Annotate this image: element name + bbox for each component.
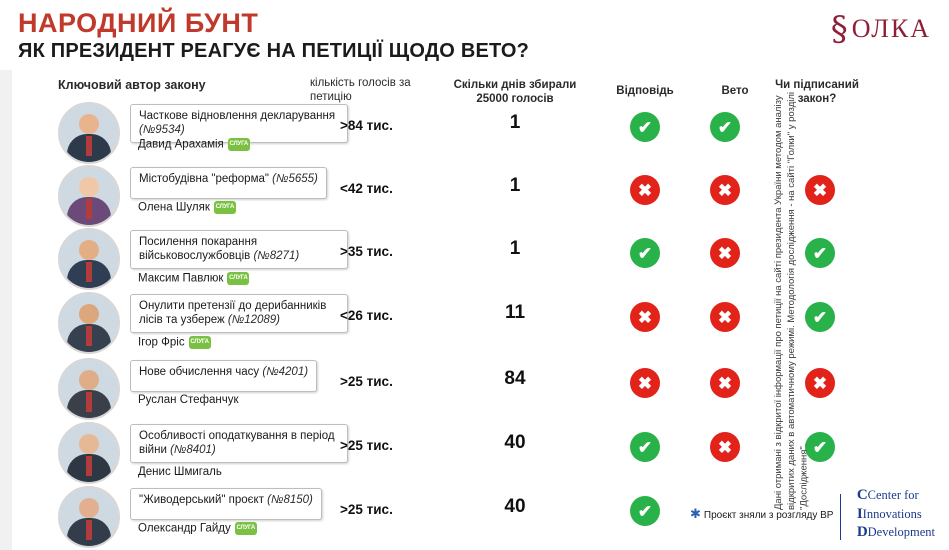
days-count: 1 (509, 175, 521, 196)
column-header-veto: Вето (721, 85, 749, 97)
page-subtitle: ЯК ПРЕЗИДЕНТ РЕАГУЄ НА ПЕТИЦІЇ ЩОДО ВЕТО? (18, 40, 530, 62)
cid-line-2: Innovations (862, 506, 922, 521)
votes-count: >35 тис. (340, 244, 393, 259)
answer-status-icon: ✖ (630, 368, 660, 398)
veto-status-icon: ✖ (710, 432, 740, 462)
column-header-author: Ключовий автор закону (58, 78, 206, 92)
law-number: (№12089) (227, 314, 280, 327)
cid-logo (857, 486, 935, 542)
votes-count: >84 тис. (340, 118, 393, 133)
author-name (138, 336, 211, 349)
signed-status-icon: ✔ (805, 238, 835, 268)
author-name-text: Давид Арахамія (138, 138, 224, 151)
votes-count: >25 тис. (340, 438, 393, 453)
author-name (138, 394, 239, 406)
avatar (58, 358, 120, 420)
law-title (130, 294, 348, 333)
veto-status-icon: ✖ (710, 238, 740, 268)
days-count: 40 (504, 496, 526, 517)
author-name-text: Ігор Фріс (138, 336, 185, 349)
author-name-text: Максим Павлюк (138, 272, 224, 285)
days-count: 84 (504, 368, 526, 389)
veto-status-icon: ✔ (710, 112, 740, 142)
signed-status-icon: ✖ (805, 175, 835, 205)
law-number: (№9534) (139, 124, 185, 137)
logo-mark-icon: § (830, 9, 848, 49)
law-title (130, 230, 348, 269)
law-title-text: Містобудівна "реформа" (139, 173, 273, 185)
party-badge: СЛУГА (235, 522, 257, 535)
law-title-text: Часткове відновлення декларування (139, 110, 336, 122)
cid-letter-i: I (856, 505, 863, 522)
avatar (58, 228, 120, 290)
veto-status-icon: ✖ (710, 302, 740, 332)
side-note: Дані отримані з відкритої інформації про петиції на сайті президента України методом аналізу відкритих даних в автоматичному режимі. Методологія дослідження - на сайті "Голки" у розділі "Дослідження". (773, 91, 810, 510)
days-count: 1 (509, 238, 521, 259)
law-number: (№8401) (170, 444, 216, 457)
author-name (138, 522, 257, 535)
cid-letter-d: D (856, 524, 868, 541)
law-title (130, 488, 322, 520)
signed-status-icon: ✔ (805, 302, 835, 332)
law-title (130, 360, 317, 392)
answer-status-icon: ✔ (630, 496, 660, 526)
party-badge: СЛУГА (228, 138, 250, 151)
law-number: (№8271) (253, 250, 300, 263)
days-count: 11 (504, 302, 526, 323)
law-title (130, 424, 348, 463)
page-title: НАРОДНИЙ БУНТ (18, 8, 259, 38)
answer-status-icon: ✔ (630, 238, 660, 268)
star-icon: ✱ (690, 506, 701, 521)
law-title-text: Посилення покарання військовослужбовців (139, 236, 258, 263)
brand-logo (830, 9, 931, 49)
veto-status-icon: ✖ (710, 368, 740, 398)
cid-divider (840, 494, 841, 540)
cid-line-3: Development (867, 525, 935, 540)
votes-count: >25 тис. (340, 502, 393, 517)
author-name-text: Олена Шуляк (138, 201, 210, 214)
signed-status-icon: ✔ (805, 432, 835, 462)
law-title-text: Онулити претензії до дерибанників лісів та узбереж (139, 300, 327, 327)
cid-line-1: Center for (867, 487, 919, 502)
column-header-days: Скільки днів збирали 25000 голосів (453, 79, 577, 106)
answer-status-icon: ✖ (630, 302, 660, 332)
avatar (58, 422, 120, 484)
party-badge: СЛУГА (189, 336, 211, 349)
votes-count: <42 тис. (340, 181, 393, 196)
column-header-votes: кількість голосів за петицію (310, 77, 411, 104)
column-header-answer: Відповідь (616, 85, 674, 97)
law-title (130, 167, 327, 199)
author-name-text: Олександр Гайду (138, 522, 231, 535)
signed-status-icon: ✖ (805, 368, 835, 398)
avatar (58, 486, 120, 548)
law-title-text: Нове обчислення часу (139, 366, 263, 378)
avatar (58, 102, 120, 164)
author-name (138, 201, 236, 214)
party-badge: СЛУГА (227, 272, 249, 285)
days-count: 40 (504, 432, 526, 453)
answer-status-icon: ✔ (630, 432, 660, 462)
author-name (138, 138, 250, 151)
column-header-signed: Чи підписаний закон? (775, 79, 859, 106)
days-count: 1 (509, 112, 521, 133)
answer-status-icon: ✔ (630, 112, 660, 142)
cid-letter-c: C (856, 486, 868, 503)
veto-status-icon: ✖ (710, 175, 740, 205)
law-number: (№8150) (267, 494, 313, 506)
votes-count: <26 тис. (340, 308, 393, 323)
avatar (58, 165, 120, 227)
law-title-text: "Живодерський" проєкт (139, 494, 268, 506)
row-note-text: Проєкт зняли з розгляду ВР (703, 510, 834, 521)
law-number: (№4201) (262, 366, 309, 378)
answer-status-icon: ✖ (630, 175, 660, 205)
author-name-text: Денис Шмигаль (138, 466, 222, 478)
author-name (138, 272, 249, 285)
law-title (130, 104, 348, 143)
logo-text: ОЛКА (851, 14, 931, 43)
votes-count: >25 тис. (340, 374, 393, 389)
avatar (58, 292, 120, 354)
party-badge: СЛУГА (214, 201, 236, 214)
author-name (138, 466, 222, 478)
law-title-text: Особливості оподаткування в період війни (139, 430, 335, 457)
law-number: (№5655) (272, 173, 318, 185)
author-name-text: Руслан Стефанчук (138, 394, 239, 406)
